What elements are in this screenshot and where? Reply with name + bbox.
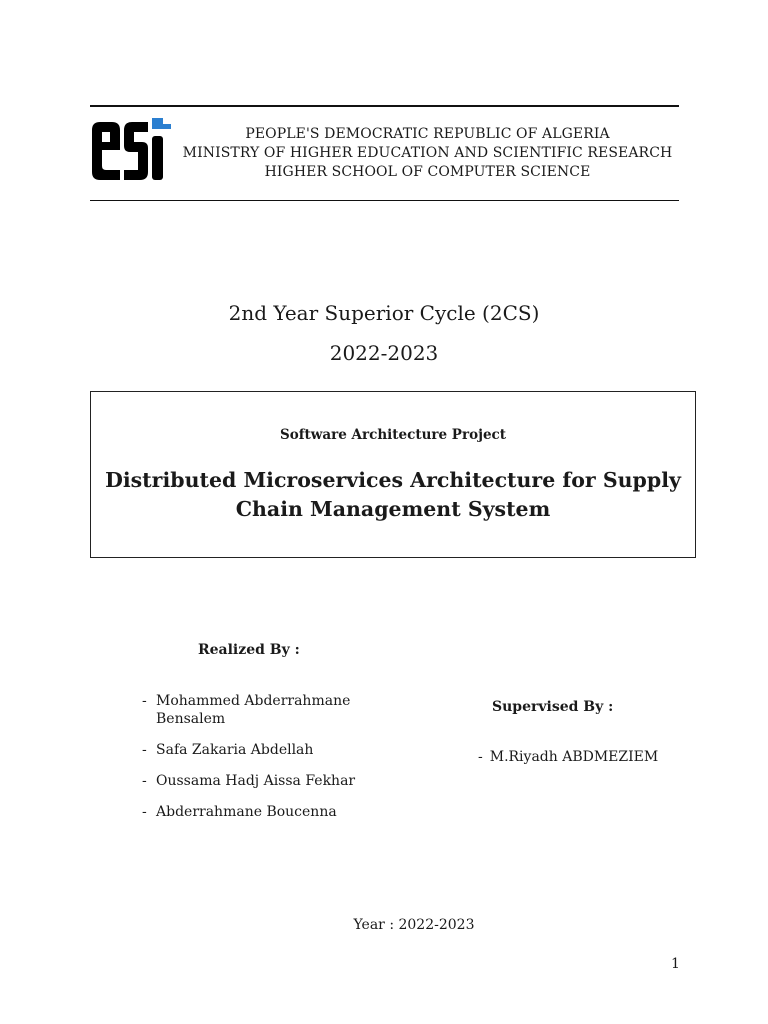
list-item: - Oussama Hadj Aissa Fekhar <box>142 773 356 789</box>
student-name: Oussama Hadj Aissa Fekhar <box>156 773 356 789</box>
supervisor-entry: - M.Riyadh ABDMEZIEM <box>478 749 659 765</box>
project-label: Software Architecture Project <box>279 427 506 443</box>
realized-by-heading: Realized By : <box>198 642 300 658</box>
student-name: Safa Zakaria Abdellah <box>156 742 314 758</box>
institution-line-school: HIGHER SCHOOL OF COMPUTER SCIENCE <box>264 164 591 180</box>
institution-line-republic: PEOPLE'S DEMOCRATIC REPUBLIC OF ALGERIA <box>245 126 610 142</box>
supervised-by-heading: Supervised By : <box>492 699 614 715</box>
project-box <box>90 391 696 558</box>
page-number: 1 <box>671 956 680 972</box>
institution-header <box>180 125 675 182</box>
header-bottom-rule <box>90 200 679 201</box>
list-item: - Abderrahmane Boucenna <box>142 804 337 820</box>
students-list <box>142 692 362 834</box>
cycle-title: 2nd Year Superior Cycle (2CS) <box>228 301 540 325</box>
list-item: - Safa Zakaria Abdellah <box>142 742 314 758</box>
list-item: - Mohammed Abderrahmane Bensalem <box>142 693 351 727</box>
footer-year: Year : 2022-2023 <box>353 917 475 933</box>
student-name: Abderrahmane Boucenna <box>156 804 337 820</box>
esi-logo <box>90 116 172 182</box>
student-name: Mohammed Abderrahmane Bensalem <box>156 693 351 727</box>
header-top-rule <box>90 105 679 107</box>
project-title: Distributed Microservices Architecture for Supply Chain Management System <box>105 468 681 521</box>
supervisor-name: M.Riyadh ABDMEZIEM <box>489 749 659 765</box>
academic-year: 2022-2023 <box>329 341 439 365</box>
institution-line-ministry: MINISTRY OF HIGHER EDUCATION AND SCIENTIFIC RESEARCH <box>182 145 673 161</box>
